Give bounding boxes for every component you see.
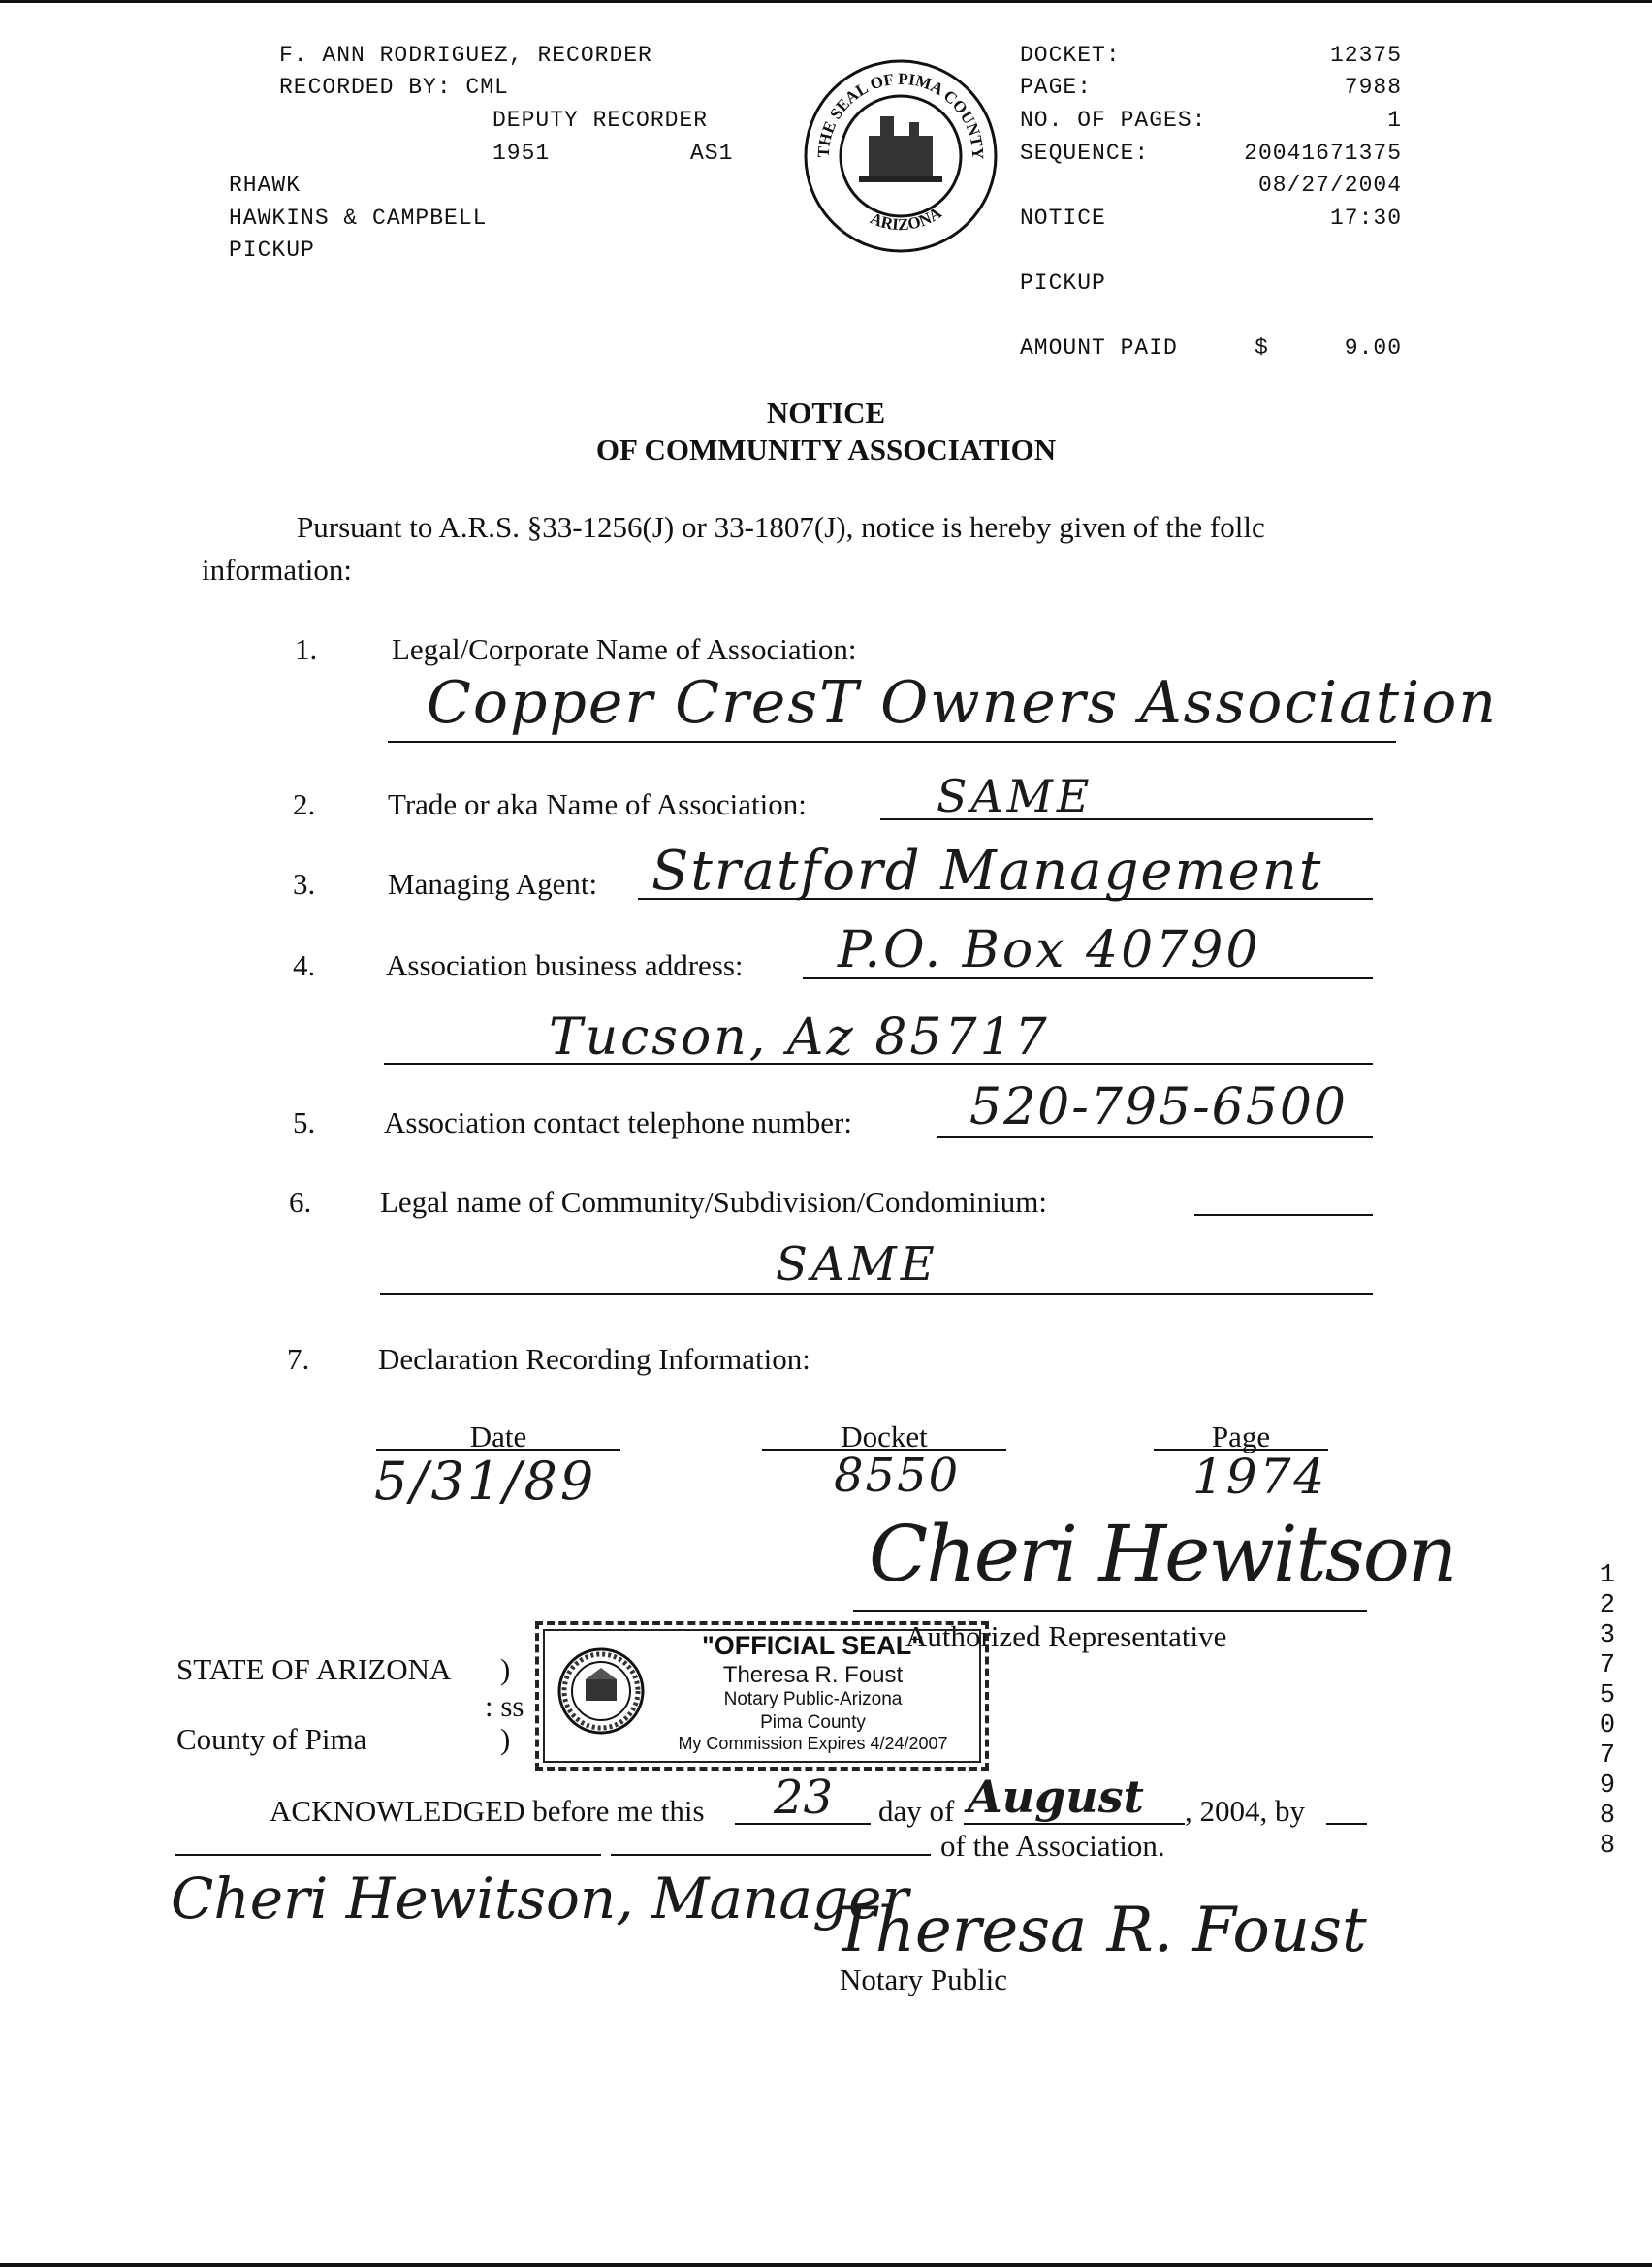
- pickup-left: PICKUP: [229, 238, 315, 263]
- state-seal-icon: [556, 1646, 646, 1736]
- recording-date: 08/27/2004: [1257, 173, 1402, 198]
- county-label: County of Pima: [176, 1722, 367, 1756]
- docket-value: 12375: [1329, 43, 1402, 68]
- item-1-line: [388, 741, 1396, 743]
- sequence-label: SEQUENCE:: [1020, 141, 1150, 166]
- ss-label: : ss: [485, 1689, 524, 1723]
- stamp-notary: Notary Public-Arizona: [723, 1689, 903, 1709]
- paren-2: ): [500, 1722, 511, 1756]
- intro-line-1: Pursuant to A.R.S. §33-1256(J) or 33-1807(J), notice is hereby given of the follc: [297, 510, 1265, 544]
- rhawk-label: RHAWK: [229, 173, 302, 198]
- item-6-line-1: [1194, 1214, 1373, 1216]
- item-4-label: Association business address:: [386, 948, 744, 982]
- amount-currency: $: [1255, 335, 1269, 361]
- representative-label: Authorized Representative: [905, 1619, 1227, 1653]
- item-2-label: Trade or aka Name of Association:: [388, 787, 807, 821]
- docket-label: DOCKET:: [1020, 43, 1121, 68]
- business-address-line-2: Tucson, Az 85717: [549, 1008, 1050, 1067]
- item-3-line: [638, 898, 1373, 900]
- acknowledged-text: ACKNOWLEDGED before me this: [270, 1794, 705, 1828]
- firm-name: HAWKINS & CAMPBELL: [229, 206, 488, 231]
- svg-text:ARIZONA: [868, 203, 945, 234]
- declaration-date-label: Date: [469, 1420, 527, 1453]
- association-name: Copper CresT Owners Association: [427, 669, 1498, 737]
- pages-value: 1: [1387, 108, 1402, 133]
- item-7-number: 7.: [287, 1342, 310, 1376]
- stamp-title: "OFFICIAL SEAL": [701, 1631, 925, 1660]
- by-line: [1326, 1823, 1367, 1825]
- amount-label: AMOUNT PAID: [1020, 335, 1178, 361]
- month-line: [964, 1823, 1185, 1825]
- representative-line: [853, 1610, 1367, 1612]
- acknowledged-day: 23: [774, 1771, 834, 1825]
- pages-label: NO. OF PAGES:: [1020, 108, 1207, 133]
- item-2-number: 2.: [293, 787, 316, 821]
- scan-top-edge: [0, 0, 1652, 3]
- notary-public-label: Notary Public: [840, 1963, 1008, 1996]
- seal-bottom-text: ARIZONA: [867, 203, 945, 235]
- amount-value: 9.00: [1344, 335, 1402, 361]
- item-3-label: Managing Agent:: [388, 867, 598, 901]
- item-5-number: 5.: [293, 1105, 316, 1139]
- trade-name: SAME: [937, 770, 1094, 822]
- page-value: 7988: [1344, 75, 1402, 100]
- item-1-number: 1.: [295, 632, 318, 666]
- recorder-code: 1951: [492, 141, 551, 166]
- notice-label: NOTICE: [1020, 206, 1106, 231]
- item-2-line: [880, 818, 1373, 820]
- margin-record-number: 1 2 3 7 5 0 7 9 8 8: [1599, 1561, 1616, 1861]
- item-5-line: [937, 1136, 1373, 1138]
- declaration-page-value: 1974: [1192, 1449, 1328, 1505]
- stamp-county: Pima County: [760, 1712, 866, 1733]
- recorded-by: RECORDED BY: CML: [279, 75, 509, 100]
- document-title: NOTICE: [766, 396, 886, 430]
- representative-signature: Cheri Hewitson: [869, 1509, 1456, 1599]
- declaration-docket-value: 8550: [834, 1449, 961, 1503]
- day-line: [735, 1823, 871, 1825]
- of-association-text: of the Association.: [940, 1829, 1165, 1863]
- item-6-label: Legal name of Community/Subdivision/Condominium:: [380, 1185, 1048, 1219]
- item-4-number: 4.: [293, 948, 316, 982]
- contact-telephone: 520-795-6500: [969, 1078, 1348, 1136]
- scan-bottom-edge: [0, 2263, 1652, 2267]
- year-by-text: , 2004, by: [1185, 1794, 1305, 1828]
- signer-handwriting: Cheri Hewitson, Manager: [171, 1866, 909, 1932]
- signer-line-1: [175, 1854, 601, 1856]
- item-6-number: 6.: [289, 1185, 312, 1219]
- day-of-text: day of: [878, 1794, 955, 1828]
- signer-line-2: [611, 1854, 931, 1856]
- state-label: STATE OF ARIZONA: [176, 1652, 452, 1686]
- pima-county-seal: [801, 56, 1001, 256]
- item-7-label: Declaration Recording Information:: [378, 1342, 810, 1376]
- acknowledged-month: August: [968, 1771, 1144, 1823]
- sequence-value: 20041671375: [1244, 141, 1402, 166]
- notary-signature: Theresa R. Foust: [834, 1895, 1367, 1966]
- item-4-line-1: [803, 977, 1373, 979]
- item-5-label: Association contact telephone number:: [384, 1105, 852, 1139]
- document-subtitle: OF COMMUNITY ASSOCIATION: [595, 432, 1057, 466]
- item-1-label: Legal/Corporate Name of Association:: [392, 632, 857, 666]
- pickup-right: PICKUP: [1020, 271, 1106, 296]
- item-4-line-2: [384, 1063, 1373, 1065]
- community-name: SAME: [776, 1237, 938, 1292]
- stamp-expiry: My Commission Expires 4/24/2007: [678, 1734, 948, 1753]
- managing-agent: Stratford Management: [651, 840, 1323, 903]
- item-3-number: 3.: [293, 867, 316, 901]
- stamp-name: Theresa R. Foust: [722, 1662, 904, 1688]
- recording-time: 17:30: [1329, 206, 1402, 231]
- declaration-page-label: Page: [1211, 1420, 1271, 1453]
- item-6-line-2: [380, 1293, 1373, 1295]
- seal-ring-text: THE SEAL OF PIMA COUNTY: [813, 69, 988, 160]
- official-seal-stamp: [535, 1621, 989, 1771]
- intro-line-2: information:: [202, 553, 352, 587]
- declaration-docket-label: Docket: [841, 1420, 928, 1453]
- deputy-recorder: DEPUTY RECORDER: [492, 108, 709, 133]
- recorder-code-2: AS1: [690, 141, 734, 166]
- page-label: PAGE:: [1020, 75, 1093, 100]
- business-address-line-1: P.O. Box 40790: [838, 921, 1261, 979]
- declaration-date-value: 5/31/89: [374, 1451, 597, 1512]
- paren-1: ): [500, 1652, 511, 1686]
- recorder-name: F. ANN RODRIGUEZ, RECORDER: [279, 43, 652, 68]
